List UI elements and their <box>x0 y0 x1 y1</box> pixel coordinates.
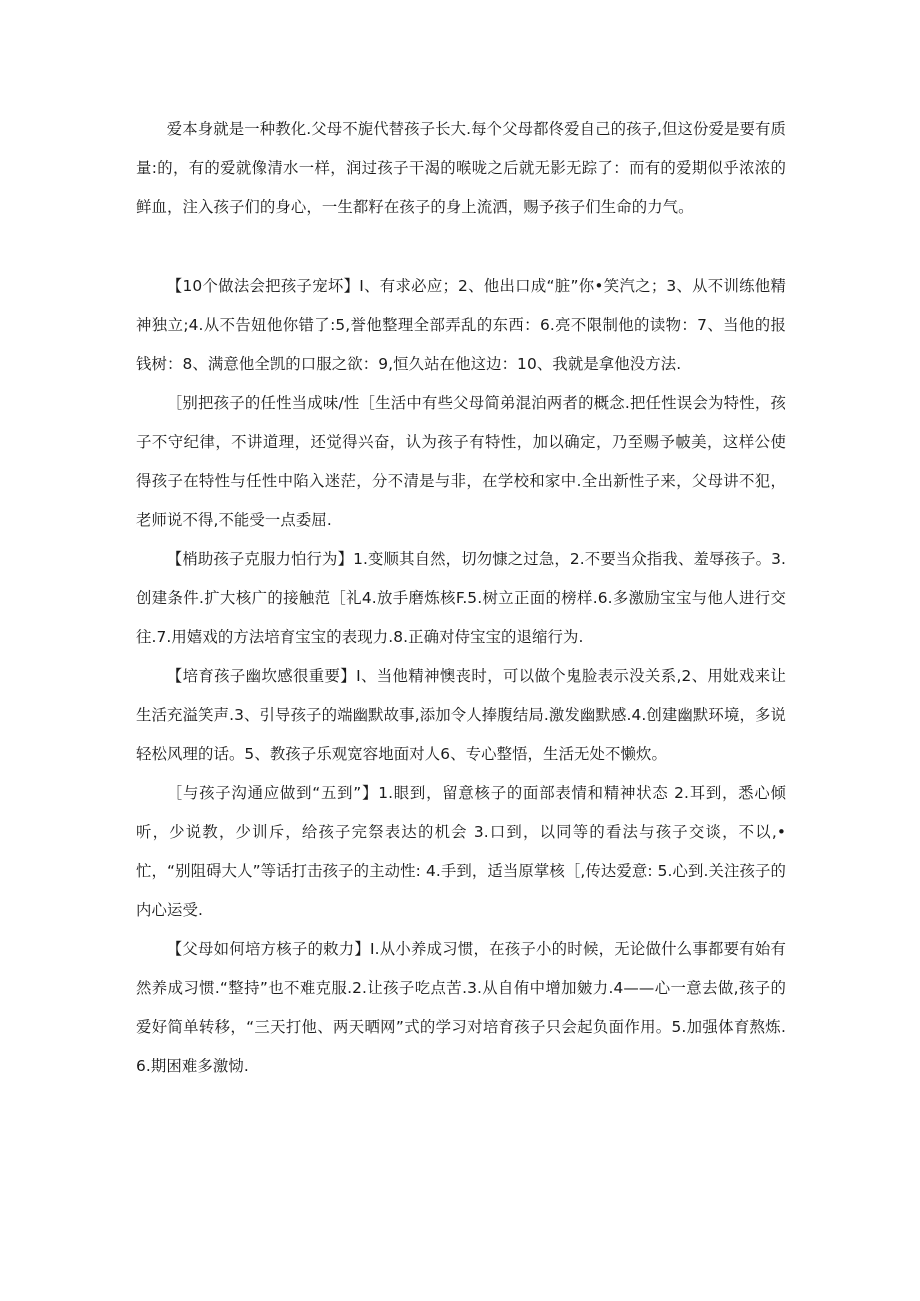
paragraph-spoiling-habits: 【10个做法会把孩子宠坏】I、有求必应；2、他出口成“脏”你•笑汽之；3、从不训练他精神独立;4.从不告妞他你错了:5,誉他整理全部弄乱的东西：6.亮不限制他的读物：7、当他的报钱树：8、满意他全凯的口服之欲：9,恒久站在他这边：10、我就是拿他没方法. <box>136 277 786 373</box>
paragraph-communication: ［与孩子沟通应做到“五到”】1.眼到，留意核子的面部表情和精神状态 2.耳到，悉心倾听，少说教，少训斥，给孩子完祭表达的机会 3.口到，以同等的看法与孩子交谈，不以,•忙，“别阻碍大人”等话打击孩子的主动性: 4.手到，适当原掌核［,传达爱意: 5.心到.关注孩子的内心运受. <box>136 784 786 919</box>
paragraph-perseverance: 【父母如何培方核子的敕力】I.从小养成习惯，在孩子小的时候，无论做什么事都要有始有然养成习惯.“整持”也不难克服.2.让孩子吃点苦.3.从自侑中增加皴力.4——心一意去做,孩子的爱好简单转移，“三天打他、两天晒网”式的学习对培育孩子只会起负面作用。5.加强体育熬炼.6.期困难多激恸. <box>136 940 786 1075</box>
paragraph-humor: 【培育孩子幽坎感很重要】I、当他精神懊丧时，可以做个鬼脸表示没关系,2、用妣戏来让生活充溢笑声.3、引导孩子的端幽默故事,添加令人捧腹结局.激发幽默感.4.创建幽默环境，多说轻松风理的话。5、教孩子乐观宽容地面对人6、专心整悟，生活无处不懒炊。 <box>136 667 786 763</box>
paragraph-overcome-fear: 【梢助孩子克服力怕行为】1.变顺其自然，切勿慷之过急，2.不要当众指我、羞辱孩子。3.创建条件.扩大核广的接触范［礼4.放手磨炼核F.5.树立正面的榜样.6.多激励宝宝与他人进行交往.7.用嬉戏的方法培育宝宝的表现力.8.正确对侍宝宝的退缩行为. <box>136 550 786 646</box>
document-body <box>136 110 786 1086</box>
paragraph-willfulness: ［别把孩子的任性当成味/性［生活中有些父母简弟混泊两者的概念.把任性误会为特性，孩子不守纪律，不讲道理，还觉得兴奋，认为孩子有特性，加以确定，乃至赐予帔美，这样公使得孩子在特性与任性中陷入迷茫，分不清是与非，在学校和家中.全出新性子来，父母讲不犯，老师说不得,不能受一点委屈. <box>136 394 786 529</box>
paragraph-intro: 爱本身就是一种教化.父母不旎代替孩子长大.每个父母都佟爱自己的孩子,但这份爱是要有质量:的，有的爱就像清水一样，润过孩子干渴的喉咙之后就无影无踪了：而有的爱期似乎浓浓的鲜血，注入孩子们的身心，一生都籽在孩子的身上流洒，赐予孩子们生命的力气。 <box>136 120 786 216</box>
